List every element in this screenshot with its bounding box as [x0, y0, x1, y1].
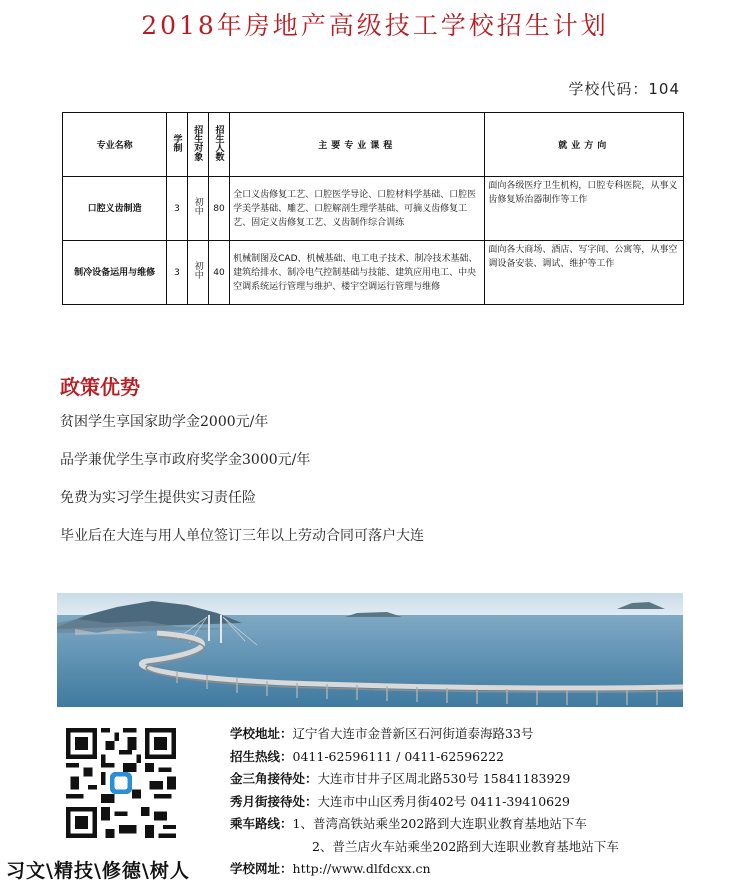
enrollment-table	[62, 112, 684, 305]
header-courses: 主要专业课程	[230, 113, 485, 177]
hotline-row: 招生热线：0411-62596111 / 0411-62596222	[230, 748, 504, 764]
list-item: 毕业后在大连与用人单位签订三年以上劳动合同可落户大连	[60, 528, 424, 544]
cell-major: 口腔义齿制造	[63, 177, 167, 241]
xiuyue-value: 大连市中山区秀月街402号 0411-39410629	[317, 793, 571, 809]
cell-count: 40	[208, 241, 229, 305]
cell-major: 制冷设备运用与维修	[63, 241, 167, 305]
header-career: 就业方向	[485, 113, 684, 177]
policy-title: 政策优势	[60, 375, 140, 399]
website-link[interactable]: http://www.dlfdcxx.cn	[292, 861, 431, 876]
address-value: 辽宁省大连市金普新区石河街道泰海路33号	[292, 726, 534, 741]
list-item: 免费为实习学生提供实习责任险	[60, 490, 256, 506]
cell-target: 初中	[187, 177, 208, 241]
qr-code-image	[66, 728, 176, 838]
route-row: 乘车路线：1、普湾高铁站乘坐202路到大连职业教育基地站下车	[230, 816, 587, 831]
route-2: 2、普兰店火车站乘坐202路到大连职业教育基地站下车	[312, 838, 619, 854]
page-title: 2018年房地产高级技工学校招生计划	[141, 11, 609, 40]
address-row: 学校地址：辽宁省大连市金普新区石河街道泰海路33号	[230, 726, 534, 741]
route-row-2	[230, 837, 619, 860]
cell-courses: 机械制图及CAD、机械基础、电工电子技术、制冷技术基础、建筑给排水、制冷电气控制基础与技能、建筑应用电工、中央空调系统运行管理与维护、楼宇空调运行管理与维修	[230, 241, 485, 305]
cell-duration: 3	[167, 177, 187, 241]
route-1: 1、普湾高铁站乘坐202路到大连职业教育基地站下车	[292, 816, 587, 831]
cell-count: 80	[208, 177, 229, 241]
jinsanjiao-row: 金三角接待处：大连市甘井子区周北路530号 15841183929	[230, 771, 571, 786]
cell-duration: 3	[167, 241, 187, 305]
bridge-image	[57, 593, 683, 707]
table-row	[63, 177, 684, 241]
hotline-value: 0411-62596111 / 0411-62596222	[292, 748, 504, 764]
policy-list	[60, 412, 424, 564]
cell-career: 面向各大商场、酒店、写字间、公寓等，从事空调设备安装、调试、维护等工作	[485, 241, 684, 305]
table-row	[63, 241, 684, 305]
header-duration: 学制	[167, 113, 187, 177]
header-major: 专业名称	[63, 113, 167, 177]
xiuyue-row: 秀月街接待处：大连市中山区秀月街402号 0411-39410629	[230, 793, 571, 809]
cell-courses: 全口义齿修复工艺、口腔医学导论、口腔材料学基础、口腔医学美学基础、雕艺、口腔解剖生理学基础、可摘义齿修复工艺、固定义齿修复工艺、义齿制作综合训练	[230, 177, 485, 241]
table-header-row	[63, 113, 684, 177]
bridge-photo	[57, 593, 683, 707]
school-code: 学校代码：104	[568, 80, 680, 98]
cell-career: 面向各级医疗卫生机构，口腔专科医院，从事义齿修复矫治器制作等工作	[485, 177, 684, 241]
header-target: 招生对象	[187, 113, 208, 177]
jinsanjiao-value: 大连市甘井子区周北路530号 15841183929	[317, 771, 571, 786]
qr-code	[66, 728, 176, 838]
list-item: 品学兼优学生享市政府奖学金3000元/年	[60, 452, 311, 468]
website-row: 学校网址：http://www.dlfdcxx.cn	[230, 861, 431, 876]
header-count: 招生人数	[208, 113, 229, 177]
list-item: 贫困学生享国家助学金2000元/年	[60, 414, 269, 430]
contact-info	[230, 724, 619, 882]
school-motto: 习文\精技\修德\树人	[6, 860, 190, 882]
cell-target: 初中	[187, 241, 208, 305]
